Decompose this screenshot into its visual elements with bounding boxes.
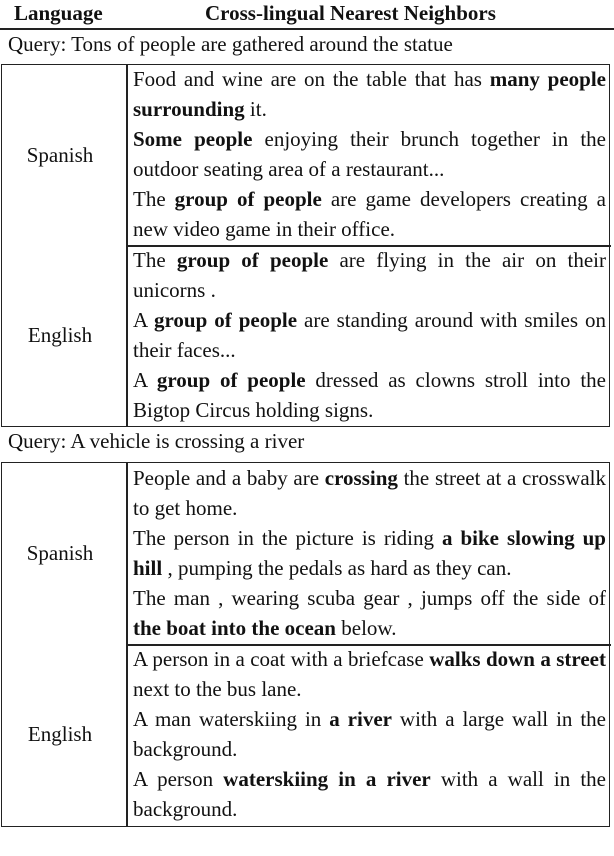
neighbor-sentence — [133, 184, 606, 244]
query-2-spanish-label: Spanish — [26, 541, 94, 565]
sentence-text: it. — [244, 97, 267, 121]
column-header-language: Language — [14, 1, 103, 25]
highlighted-phrase: group of people — [156, 368, 306, 392]
neighbor-sentence — [133, 523, 606, 583]
sentence-text: A — [133, 308, 154, 332]
neighbor-sentence — [133, 64, 606, 124]
highlighted-phrase: waterskiing in a river — [223, 767, 431, 791]
sentence-text: A person — [133, 767, 224, 791]
sentence-text: A — [133, 368, 157, 392]
highlighted-phrase: group of people — [153, 308, 298, 332]
query-2-text: Query: A vehicle is crossing a river — [8, 429, 305, 453]
neighbor-sentence — [133, 644, 606, 704]
sentence-text: People and a baby are — [133, 466, 325, 490]
highlighted-phrase: walks down a street — [429, 647, 606, 671]
sentence-text: are standing around with smiles on their faces... — [133, 308, 606, 362]
highlighted-phrase: Some people — [133, 127, 253, 151]
query-2-spanish-neighbors — [133, 463, 606, 643]
neighbor-sentence — [133, 245, 606, 305]
neighbor-sentence — [133, 463, 606, 523]
highlighted-phrase: group of people — [174, 187, 322, 211]
highlighted-phrase: group of people — [176, 248, 329, 272]
sentence-text: enjoying their brunch together in the outdoor seating area of a restaurant... — [133, 127, 606, 181]
column-header-neighbors: Cross-lingual Nearest Neighbors — [205, 1, 496, 25]
query-1-text: Query: Tons of people are gathered around the statue — [8, 32, 453, 56]
neighbor-sentence — [133, 704, 606, 764]
header-rule — [0, 28, 614, 30]
query-2-english-neighbors — [133, 644, 606, 824]
query-2-english-label: English — [27, 722, 93, 746]
sentence-text: with a large wall in the background. — [133, 707, 607, 761]
sentence-text: are game developers creating a new video game in their office. — [133, 187, 606, 241]
sentence-text: with a wall in the background. — [133, 767, 606, 821]
neighbor-sentence — [133, 583, 606, 643]
sentence-text: The — [133, 187, 175, 211]
sentence-text: next to the bus lane. — [133, 677, 302, 701]
sentence-text: The man , wearing scuba gear , jumps off the side of — [133, 586, 606, 610]
highlighted-phrase: the boat into the ocean — [133, 616, 336, 640]
sentence-text: below. — [336, 616, 397, 640]
query-1-spanish-neighbors — [133, 64, 606, 244]
neighbor-sentence — [133, 365, 606, 425]
query-1-english-label: English — [27, 323, 93, 347]
sentence-text: , pumping the pedals as hard as they can. — [162, 556, 512, 580]
sentence-text: The — [133, 248, 177, 272]
sentence-text: Food and wine are on the table that has — [133, 67, 490, 91]
neighbor-sentence — [133, 124, 606, 184]
query-1-spanish-label: Spanish — [26, 143, 94, 167]
sentence-text: the street at a crosswalk to get home. — [133, 466, 606, 520]
neighbor-sentence — [133, 764, 606, 824]
highlighted-phrase: a river — [329, 707, 392, 731]
highlighted-phrase: crossing — [324, 466, 398, 490]
highlighted-phrase: a bike slowing up hill — [133, 526, 606, 580]
query-1-english-neighbors — [133, 245, 606, 425]
sentence-text: The person in the picture is riding — [133, 526, 442, 550]
neighbor-sentence — [133, 305, 606, 365]
sentence-text: are flying in the air on their unicorns . — [133, 248, 606, 302]
sentence-text: A man waterskiing in — [133, 707, 330, 731]
highlighted-phrase: many people surrounding — [133, 67, 606, 121]
sentence-text: dressed as clowns stroll into the Bigtop Circus holding signs. — [133, 368, 606, 422]
sentence-text: A person in a coat with a briefcase — [133, 647, 430, 671]
